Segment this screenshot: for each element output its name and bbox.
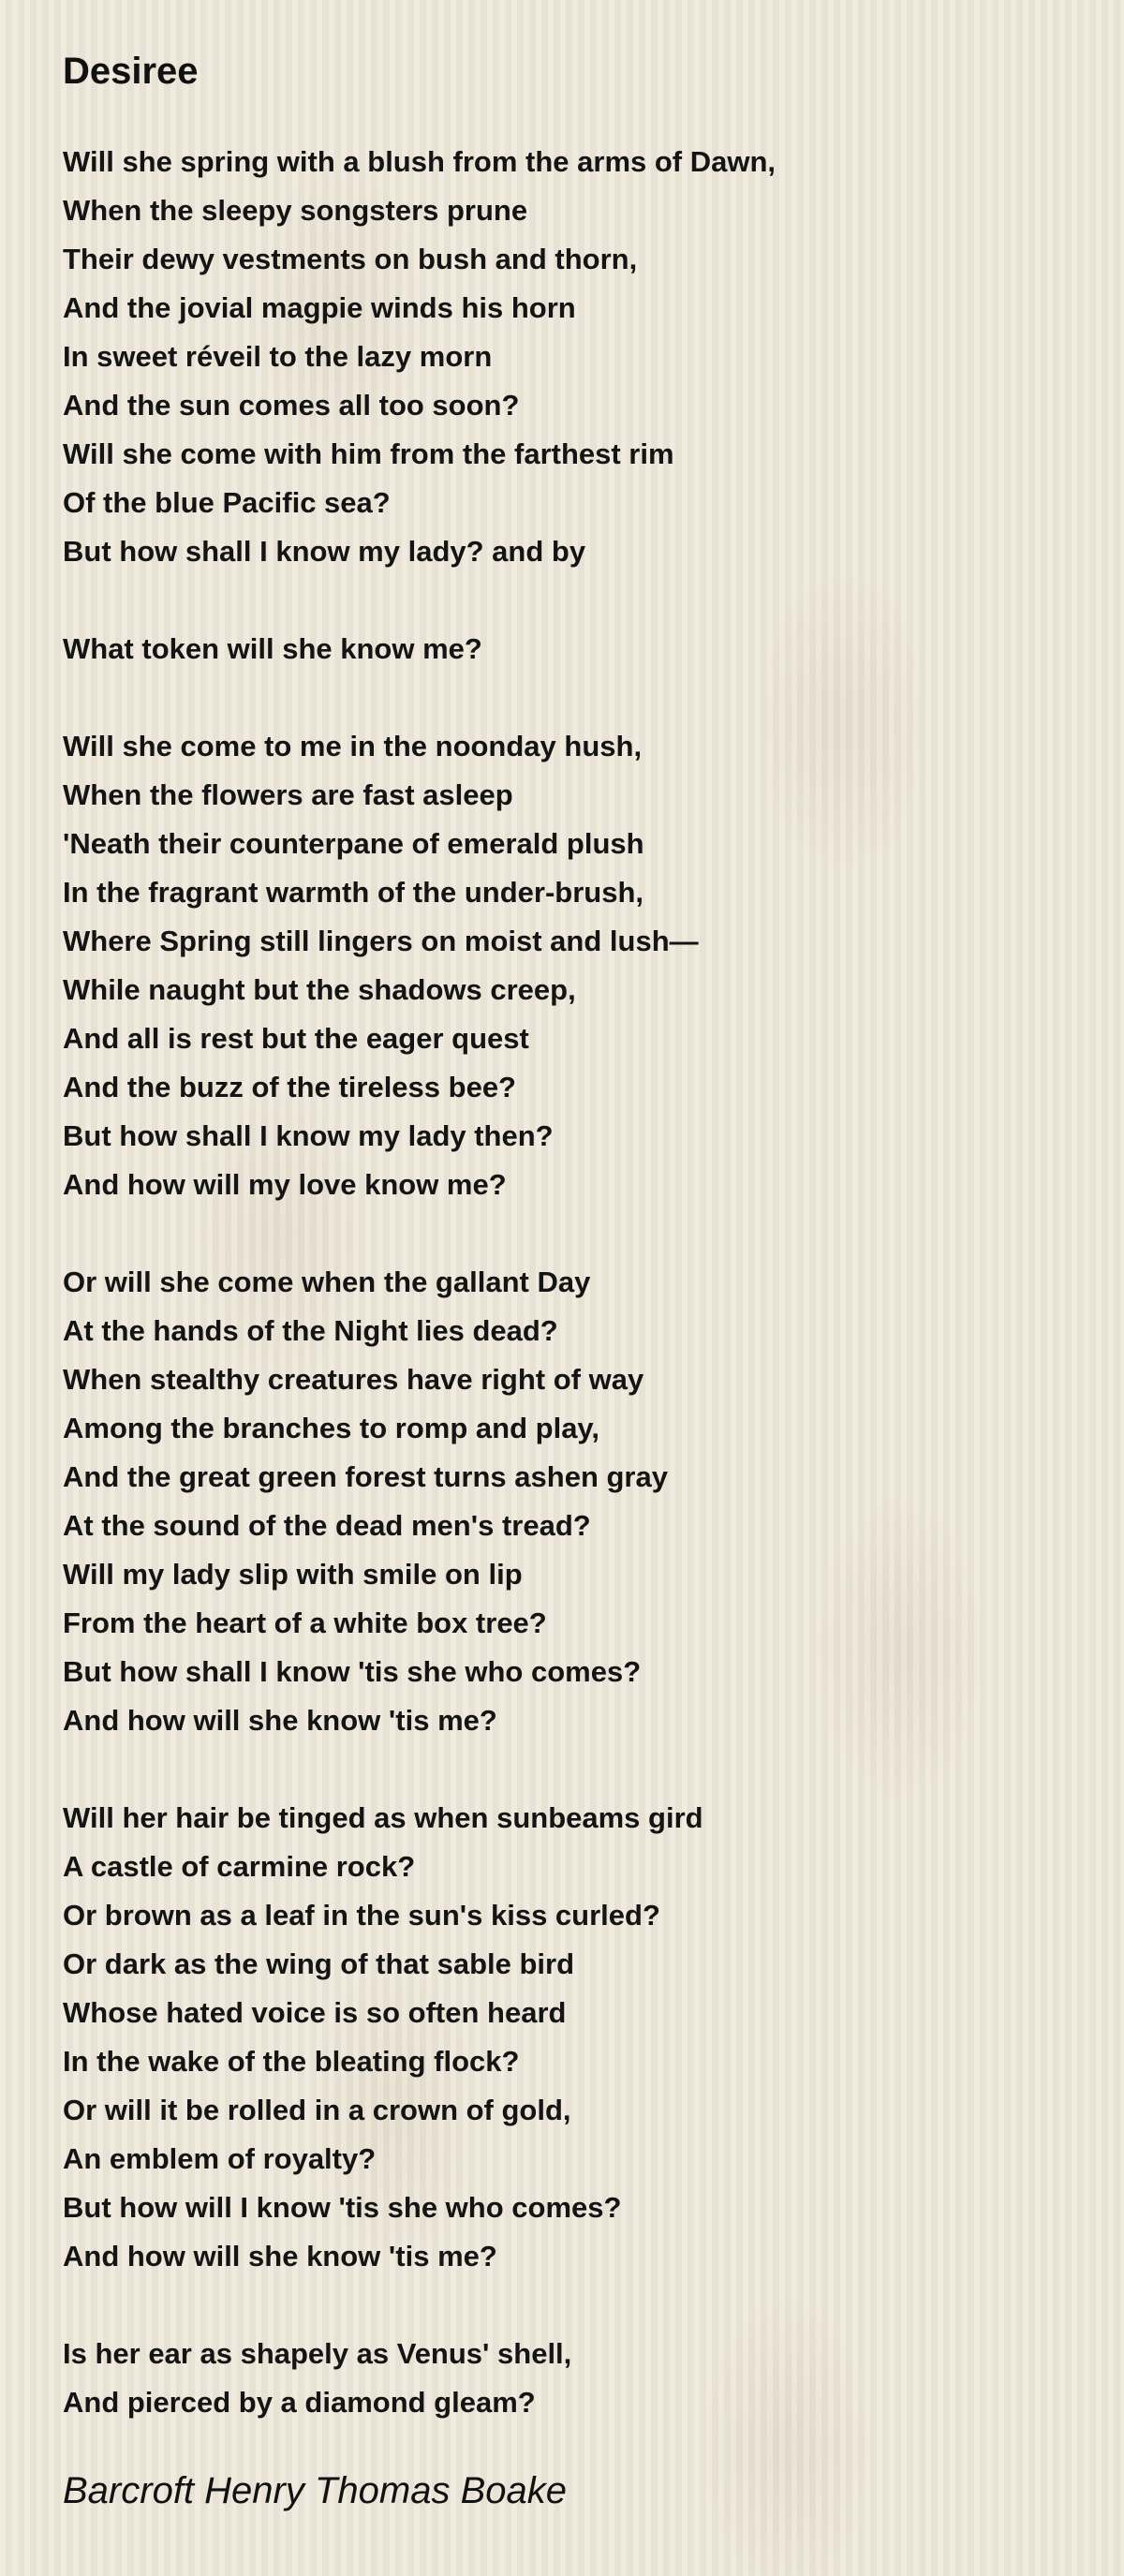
poem-line: A castle of carmine rock? bbox=[63, 1850, 416, 1883]
poem-stanza bbox=[63, 138, 1074, 576]
poem-title: Desiree bbox=[63, 51, 199, 92]
poem-line: In sweet réveil to the lazy morn bbox=[63, 340, 493, 373]
poem-line: Will her hair be tinged as when sunbeams gird bbox=[63, 1801, 703, 1834]
stanza-break bbox=[63, 576, 1074, 625]
poem-line: But how shall I know my lady then? bbox=[63, 1119, 554, 1152]
poem-body bbox=[63, 138, 1074, 2427]
poem-line: Will she come to me in the noonday hush, bbox=[63, 730, 643, 762]
poem-line: Is her ear as shapely as Venus' shell, bbox=[63, 2337, 572, 2370]
poem-line: An emblem of royalty? bbox=[63, 2142, 377, 2175]
poem-line: And how will my love know me? bbox=[63, 1168, 507, 1201]
poem-line: And how will she know 'tis me? bbox=[63, 2240, 497, 2273]
poem-line: Among the branches to romp and play, bbox=[63, 1412, 599, 1444]
poem-line: And the sun comes all too soon? bbox=[63, 389, 520, 422]
poem-line: Of the blue Pacific sea? bbox=[63, 486, 391, 519]
poem-line: But how shall I know my lady? and by bbox=[63, 535, 586, 568]
poem-line: Or will it be rolled in a crown of gold, bbox=[63, 2094, 571, 2126]
stanza-break bbox=[63, 1209, 1074, 1258]
stanza-break bbox=[63, 1745, 1074, 1794]
poem-line: But how will I know 'tis she who comes? bbox=[63, 2191, 622, 2224]
poem-line: In the wake of the bleating flock? bbox=[63, 2045, 520, 2078]
poem-page bbox=[63, 47, 1074, 2517]
poem-line: Where Spring still lingers on moist and lush— bbox=[63, 925, 699, 957]
poem-line: At the hands of the Night lies dead? bbox=[63, 1314, 558, 1347]
poem-line: And all is rest but the eager quest bbox=[63, 1022, 529, 1055]
poem-line: And pierced by a diamond gleam? bbox=[63, 2386, 536, 2419]
poem-line: Or will she come when the gallant Day bbox=[63, 1266, 591, 1298]
poem-line: At the sound of the dead men's tread? bbox=[63, 1509, 591, 1542]
poem-line: From the heart of a white box tree? bbox=[63, 1606, 547, 1639]
poem-line: And the buzz of the tireless bee? bbox=[63, 1071, 516, 1103]
poem-line: When stealthy creatures have right of way bbox=[63, 1363, 644, 1396]
poem-line: And the jovial magpie winds his horn bbox=[63, 291, 576, 324]
poem-stanza bbox=[63, 722, 1074, 1209]
poem-line: Whose hated voice is so often heard bbox=[63, 1996, 567, 2029]
poem-line: Will she come with him from the farthest rim bbox=[63, 437, 674, 470]
poem-line: 'Neath their counterpane of emerald plush bbox=[63, 827, 644, 860]
poem-stanza bbox=[63, 625, 1074, 674]
poem-stanza bbox=[63, 1258, 1074, 1745]
poem-line: What token will she know me? bbox=[63, 632, 482, 665]
poem-line: Or dark as the wing of that sable bird bbox=[63, 1947, 575, 1980]
poem-stanza bbox=[63, 1794, 1074, 2281]
poem-line: Their dewy vestments on bush and thorn, bbox=[63, 243, 638, 275]
poem-line: While naught but the shadows creep, bbox=[63, 973, 576, 1006]
poem-line: Or brown as a leaf in the sun's kiss curled? bbox=[63, 1899, 660, 1932]
poem-line: But how shall I know 'tis she who comes? bbox=[63, 1655, 642, 1688]
poem-line: When the flowers are fast asleep bbox=[63, 778, 513, 811]
poem-line: Will she spring with a blush from the arms of Dawn, bbox=[63, 145, 776, 178]
poem-line: In the fragrant warmth of the under-brush, bbox=[63, 876, 644, 909]
poem-author: Barcroft Henry Thomas Boake bbox=[63, 2470, 567, 2511]
stanza-break bbox=[63, 2281, 1074, 2330]
poem-line: And the great green forest turns ashen gray bbox=[63, 1460, 668, 1493]
poem-line: And how will she know 'tis me? bbox=[63, 1704, 497, 1737]
poem-line: When the sleepy songsters prune bbox=[63, 194, 528, 227]
poem-line: Will my lady slip with smile on lip bbox=[63, 1558, 523, 1591]
poem-stanza bbox=[63, 2330, 1074, 2427]
stanza-break bbox=[63, 674, 1074, 722]
